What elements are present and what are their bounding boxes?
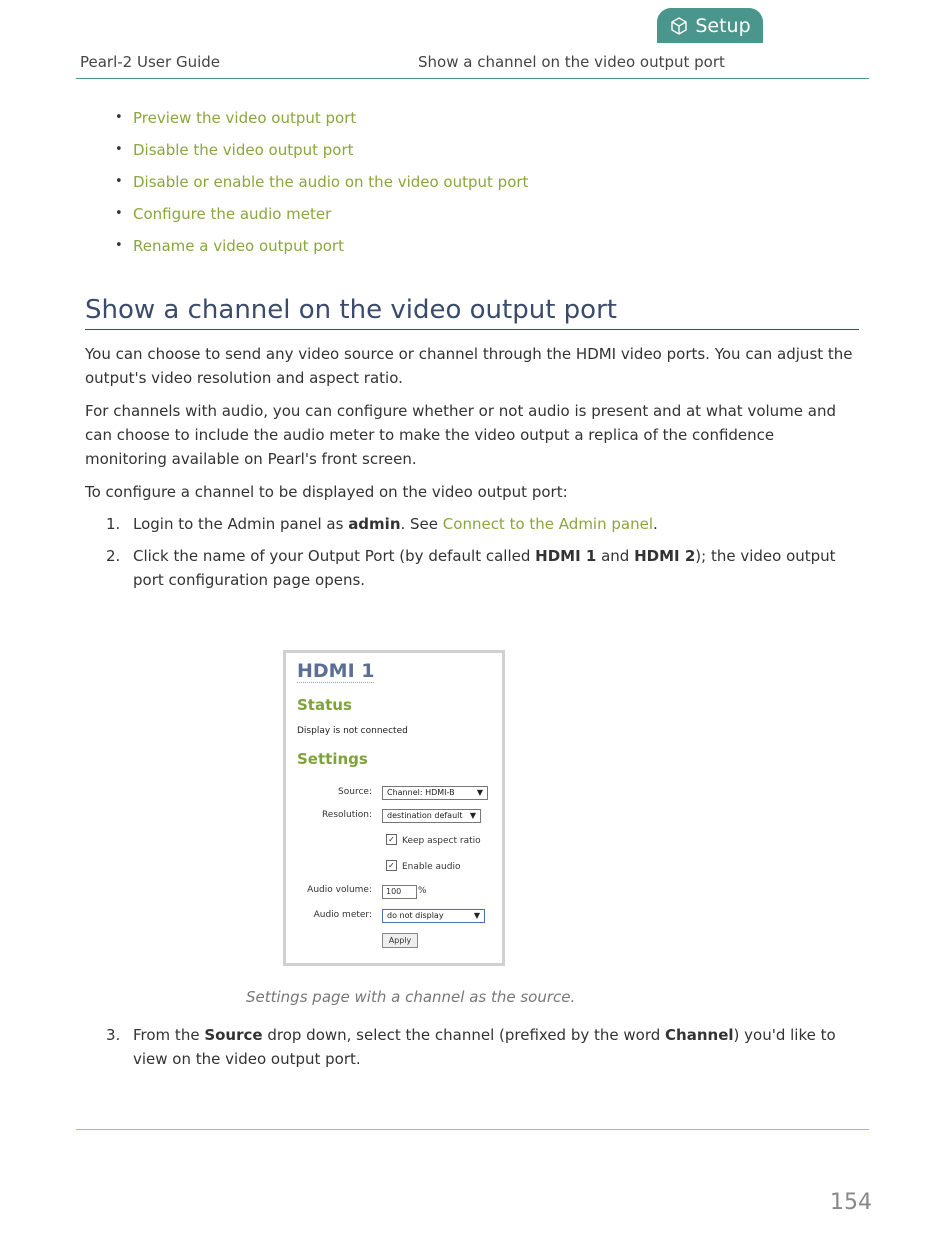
dropdown-arrow-icon: ▼ xyxy=(476,788,483,797)
resolution-label: Resolution: xyxy=(321,810,372,820)
step-bold: admin xyxy=(348,515,401,533)
volume-unit: % xyxy=(418,886,427,896)
footer-rule xyxy=(76,1129,869,1130)
page-number: 154 xyxy=(830,1190,872,1215)
dropdown-arrow-icon: ▼ xyxy=(469,811,476,820)
screenshot-heading: HDMI 1 xyxy=(297,660,375,682)
toc-link[interactable]: Configure the audio meter xyxy=(133,205,332,223)
related-topics-list xyxy=(85,108,528,268)
toc-link[interactable]: Rename a video output port xyxy=(133,237,344,255)
step-text-part: and xyxy=(596,547,635,565)
step-bold: Channel xyxy=(665,1026,734,1044)
step-text-part: . xyxy=(653,515,658,533)
volume-label: Audio volume: xyxy=(307,885,372,895)
step-text-part: drop down, select the channel (prefixed by the word xyxy=(262,1026,666,1044)
toc-link[interactable]: Disable the video output port xyxy=(133,141,354,159)
cube-icon xyxy=(669,16,689,36)
status-heading: Status xyxy=(297,696,352,714)
step-text-part: . See xyxy=(400,515,443,533)
step-bold: Source xyxy=(204,1026,263,1044)
running-section-title: Show a channel on the video output port xyxy=(418,53,725,71)
meter-label: Audio meter: xyxy=(313,910,372,920)
step-text-part: Login to the Admin panel as xyxy=(133,515,349,533)
toc-link[interactable]: Preview the video output port xyxy=(133,109,357,127)
list-item xyxy=(133,140,528,172)
enable-audio-checkbox[interactable]: ✓ xyxy=(386,860,397,871)
source-label: Source: xyxy=(338,787,372,797)
source-value: Channel: HDMI-B xyxy=(387,788,455,797)
header-rule xyxy=(76,78,869,79)
step-number: 1. xyxy=(106,515,121,533)
step-bold: HDMI 2 xyxy=(634,547,696,565)
toc-link[interactable]: Disable or enable the audio on the video output port xyxy=(133,173,529,191)
step-text-part: From the xyxy=(133,1026,205,1044)
step-text xyxy=(133,1023,853,1071)
step-bold: HDMI 1 xyxy=(535,547,597,565)
section-heading: Show a channel on the video output port xyxy=(85,293,859,330)
admin-panel-link[interactable]: Connect to the Admin panel xyxy=(442,515,653,533)
meter-select[interactable] xyxy=(382,909,485,923)
step-number: 3. xyxy=(106,1026,121,1044)
keep-aspect-checkbox[interactable]: ✓ xyxy=(386,834,397,845)
apply-button[interactable]: Apply xyxy=(382,933,418,948)
step-text-part: ); the video output port configuration page opens. xyxy=(133,547,836,589)
status-message: Display is not connected xyxy=(297,726,408,736)
volume-input[interactable]: 100 xyxy=(382,885,417,899)
step-text-part: ) you'd like to view on the video output port. xyxy=(133,1026,836,1068)
list-item xyxy=(133,108,528,140)
intro-paragraph: You can choose to send any video source or channel through the HDMI video ports. You can adjust the output's video resolution and aspect ratio. xyxy=(85,345,853,387)
setup-tab-label: Setup xyxy=(695,14,751,37)
step-text-part: Click the name of your Output Port (by default called xyxy=(133,547,536,565)
settings-heading: Settings xyxy=(297,750,368,768)
guide-title: Pearl-2 User Guide xyxy=(80,53,220,71)
source-select[interactable] xyxy=(382,786,488,800)
enable-audio-label: Enable audio xyxy=(402,862,461,872)
list-item xyxy=(133,236,528,268)
resolution-value: destination default xyxy=(387,811,463,820)
list-item xyxy=(133,204,528,236)
keep-aspect-label: Keep aspect ratio xyxy=(402,836,481,846)
dropdown-arrow-icon: ▼ xyxy=(473,911,480,920)
hdmi-settings-screenshot xyxy=(283,650,505,966)
step-number: 2. xyxy=(106,547,121,565)
audio-paragraph: For channels with audio, you can configure whether or not audio is present and at what volume and can choose to include the audio meter to make the video output a replica of the confidence monitoring available on Pearl's front screen. xyxy=(85,402,836,468)
figure-caption: Settings page with a channel as the source. xyxy=(246,988,576,1006)
resolution-select[interactable] xyxy=(382,809,481,823)
meter-value: do not display xyxy=(387,911,444,920)
procedure-intro: To configure a channel to be displayed on the video output port: xyxy=(85,483,568,501)
step-text xyxy=(133,512,853,536)
list-item xyxy=(133,172,528,204)
setup-tab[interactable] xyxy=(657,8,763,43)
step-text xyxy=(133,544,853,592)
